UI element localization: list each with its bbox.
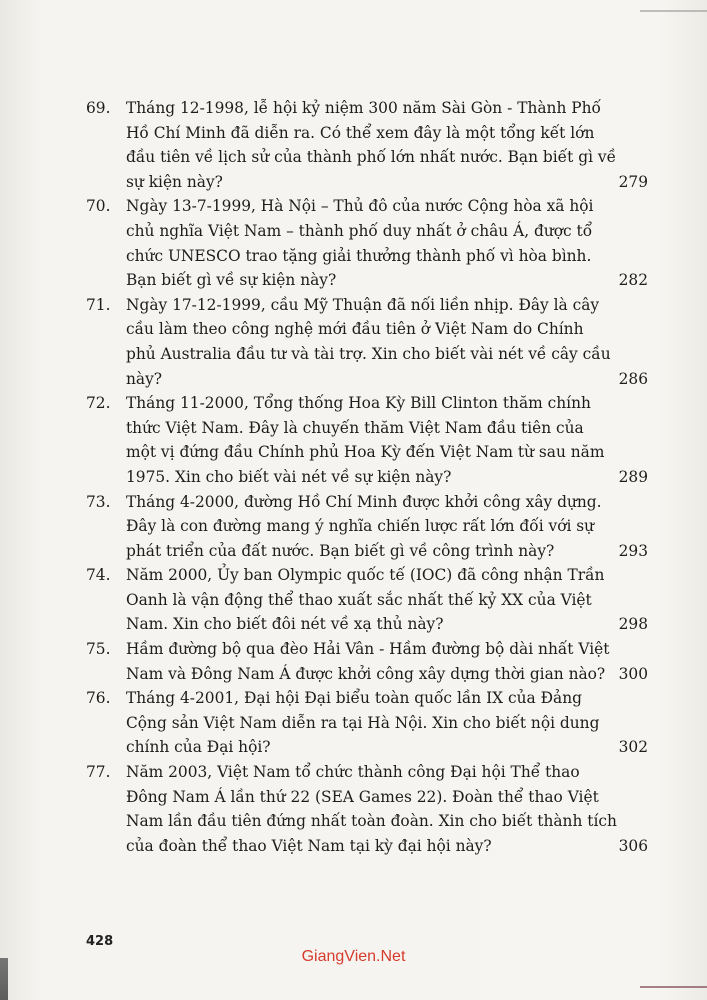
toc-entry-71 <box>86 293 676 391</box>
entry-number: 76. <box>86 689 111 708</box>
entry-body <box>126 194 676 292</box>
page-edge-mark-bottom <box>640 986 707 988</box>
toc-entry-76 <box>86 686 676 760</box>
entry-page-number: 293 <box>618 541 648 560</box>
page-folio: 428 <box>86 934 114 949</box>
entry-body <box>126 686 676 760</box>
toc-entry-77 <box>86 760 676 858</box>
entry-page-number: 298 <box>618 615 648 634</box>
watermark: GiangVien.Net <box>301 948 406 965</box>
entry-body <box>126 391 676 489</box>
entry-page-number: 289 <box>618 467 648 486</box>
entry-page-number: 279 <box>618 172 648 191</box>
entry-text: Hầm đường bộ qua đèo Hải Vân - Hầm đường bộ dài nhất Việt Nam và Đông Nam Á được khởi công xây dựng thời gian nào? <box>126 640 610 683</box>
entry-number: 71. <box>86 295 111 314</box>
entry-page-number: 300 <box>618 664 648 683</box>
entry-text: Năm 2003, Việt Nam tổ chức thành công Đại hội Thể thao Đông Nam Á lần thứ 22 (SEA Games 22). Đoàn thể thao Việt Nam lần đầu tiên đứng nhất toàn đoàn. Xin cho biết thành tích của đoàn thể thao Việt Nam tại kỳ đại hội này? <box>126 763 617 855</box>
entry-page-number: 306 <box>618 836 648 855</box>
entry-text: Tháng 11-2000, Tổng thống Hoa Kỳ Bill Clinton thăm chính thức Việt Nam. Đây là chuyến thăm Việt Nam đầu tiên của một vị đứng đầu Chính phủ Hoa Kỳ đến Việt Nam từ sau năm 1975. Xin cho biết vài nét về sự kiện này? <box>126 394 605 486</box>
entry-body <box>126 760 676 858</box>
entry-text: Tháng 12-1998, lễ hội kỷ niệm 300 năm Sài Gòn - Thành Phố Hồ Chí Minh đã diễn ra. Có thể xem đây là một tổng kết lớn đầu tiên về lịch sử của thành phố lớn nhất nước. Bạn biết gì về sự kiện này? <box>126 99 617 191</box>
toc-entry-72 <box>86 391 676 489</box>
entry-text: Ngày 13-7-1999, Hà Nội – Thủ đô của nước Cộng hòa xã hội chủ nghĩa Việt Nam – thành phố duy nhất ở châu Á, được tổ chức UNESCO trao tặng giải thưởng thành phố vì hòa bình. Bạn biết gì về sự kiện này? <box>126 197 594 290</box>
toc-entry-69 <box>86 96 676 194</box>
scan-shadow <box>0 958 8 1000</box>
entry-text: Tháng 4-2001, Đại hội Đại biểu toàn quốc lần IX của Đảng Cộng sản Việt Nam diễn ra tại Hà Nội. Xin cho biết nội dung chính của Đại hội? <box>126 689 600 757</box>
entry-number: 69. <box>86 99 111 117</box>
entry-number: 74. <box>86 566 111 585</box>
entry-text: Tháng 4-2000, đường Hồ Chí Minh được khởi công xây dựng. Đây là con đường mang ý nghĩa chiến lược rất lớn đối với sự phát triển của đất nước. Bạn biết gì về công trình này? <box>126 492 602 560</box>
toc-entry-75 <box>86 637 676 686</box>
table-of-contents <box>86 96 676 858</box>
entry-number: 70. <box>86 197 111 216</box>
entry-number: 75. <box>86 640 111 659</box>
toc-entry-74 <box>86 563 676 637</box>
toc-entry-70 <box>86 194 676 292</box>
entry-number: 72. <box>86 394 111 413</box>
entry-body <box>126 490 676 564</box>
entry-page-number: 282 <box>618 271 648 290</box>
entry-body <box>126 96 676 194</box>
entry-page-number: 302 <box>618 738 648 757</box>
page-edge-mark <box>640 10 707 12</box>
entry-number: 77. <box>86 763 111 782</box>
entry-number: 73. <box>86 492 111 511</box>
entry-page-number: 286 <box>618 369 648 388</box>
entry-text: Ngày 17-12-1999, cầu Mỹ Thuận đã nối liền nhịp. Đây là cây cầu làm theo công nghệ mới đầu tiên ở Việt Nam do Chính phủ Australia đầu tư và tài trợ. Xin cho biết vài nét về cây cầu này? <box>126 295 611 388</box>
entry-body <box>126 563 676 637</box>
toc-entry-73 <box>86 490 676 564</box>
entry-body <box>126 293 676 391</box>
entry-body <box>126 637 676 686</box>
entry-text: Năm 2000, Ủy ban Olympic quốc tế (IOC) đã công nhận Trần Oanh là vận động thể thao xuất sắc nhất thế kỷ XX của Việt Nam. Xin cho biết đôi nét về xạ thủ này? <box>126 566 605 634</box>
